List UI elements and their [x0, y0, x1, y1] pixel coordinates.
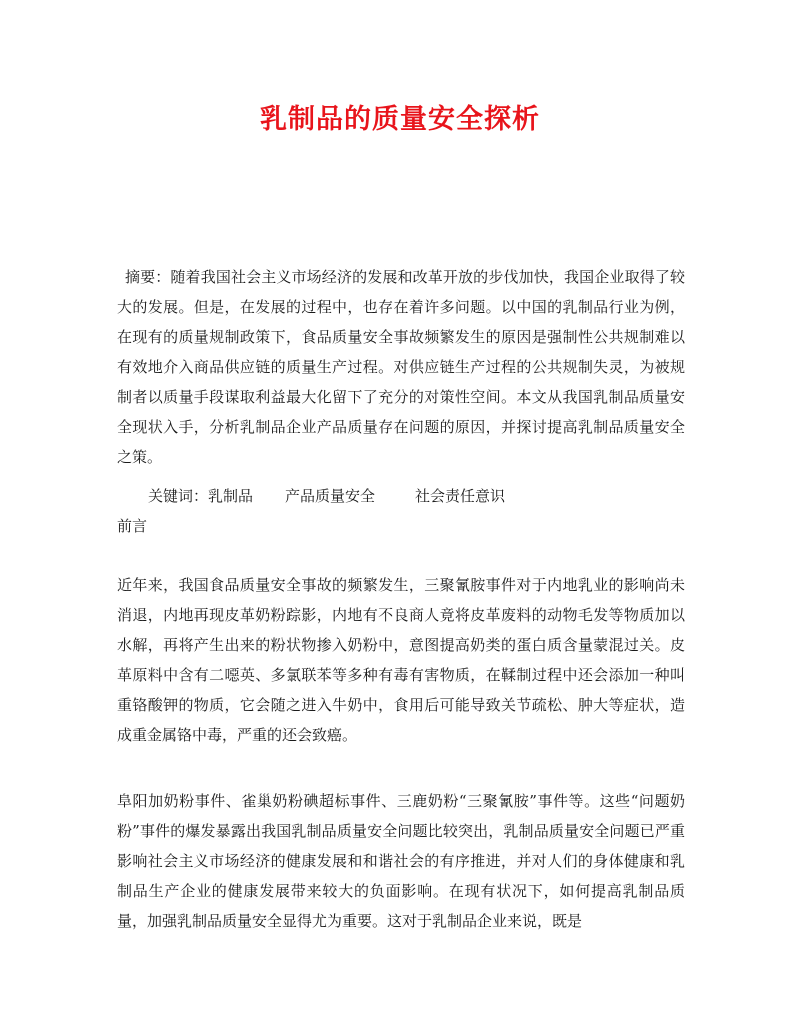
keyword-item: 产品质量安全 — [285, 487, 376, 505]
document-title: 乳制品的质量安全探析 — [260, 104, 540, 135]
keywords-label: 关键词： — [148, 487, 209, 505]
body-paragraph: 近年来，我国食品质量安全事故的频繁发生，三聚氰胺事件对于内地乳业的影响尚未消退，内地再现皮革奶粉踪影，内地有不良商人竟将皮革废料的动物毛发等物质加以水解，再将产生出来的粉状物掺入奶粉中，意图提高奶类的蛋白质含量蒙混过关。皮革原料中含有二噁英、多氯联苯等多种有毒有害物质，在鞣制过程中还会添加一种叫重铬酸钾的物质，它会随之进入牛奶中，食用后可能导致关节疏松、肿大等症状，造成重金属铬中毒，严重的还会致癌。 — [117, 576, 685, 744]
keywords-line — [148, 481, 505, 511]
keyword-item: 乳制品 — [208, 487, 254, 505]
body-paragraph: 阜阳加奶粉事件、雀巢奶粉碘超标事件、三鹿奶粉“三聚氰胺”事件等。这些“问题奶粉”事件的爆发暴露出我国乳制品质量安全问题比较突出，乳制品质量安全问题已严重影响社会主义市场经济的健康发展和和谐社会的有序推进，并对人们的身体健康和乳制品生产企业的健康发展带来较大的负面影响。在现有状况下，如何提高乳制品质量，加强乳制品质量安全显得尤为重要。这对于乳制品企业来说，既是 — [117, 792, 685, 930]
preface-heading: 前言 — [117, 517, 148, 535]
abstract-paragraph: 摘要：随着我国社会主义市场经济的发展和改革开放的步伐加快，我国企业取得了较大的发展。但是，在发展的过程中，也存在着许多问题。以中国的乳制品行业为例，在现有的质量规制政策下，食品质量安全事故频繁发生的原因是强制性公共规制难以有效地介入商品供应链的质量生产过程。对供应链生产过程的公共规制失灵，为被规制者以质量手段谋取利益最大化留下了充分的对策性空间。本文从我国乳制品质量安全现状入手，分析乳制品企业产品质量存在问题的原因，并探讨提高乳制品质量安全之策。 — [117, 268, 685, 466]
keyword-item: 社会责任意识 — [415, 487, 506, 505]
